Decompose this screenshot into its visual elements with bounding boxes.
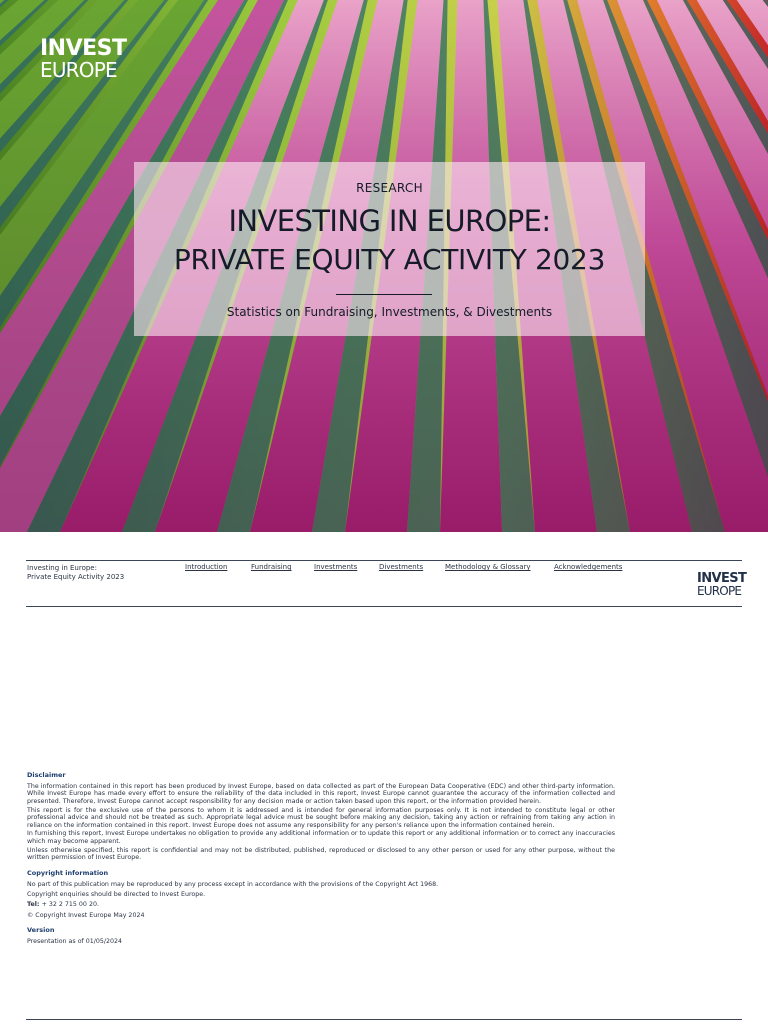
title-panel [134, 162, 645, 336]
nav-introduction[interactable]: Introduction [185, 563, 228, 571]
header-invest-europe-logo [697, 571, 746, 598]
nav-investments[interactable]: Investments [314, 563, 358, 571]
header-bottom-rule [26, 606, 742, 607]
disclaimer-paragraph: This report is for the exclusive use of the persons to whom it is addressed and is intended for general information purposes only. It is not intended to constitute legal or other professional advice and should not be treated as such. Appropriate legal advice must be sought before making any decision, taking any action or refraining from taking any action in reliance on the information contained in this report. Invest Europe does not assume any responsibility for any person's reliance upon the information contained herein. [27, 806, 615, 829]
copyright-line: Copyright enquiries should be directed to Invest Europe. [27, 890, 206, 898]
nav-methodology-glossary[interactable]: Methodology & Glossary [445, 563, 531, 571]
logo-line-1: INVEST [40, 36, 127, 61]
header-doc-title [27, 564, 124, 582]
telephone-label: Tel: [27, 901, 40, 909]
header-logo-line-2: EUROPE [697, 584, 742, 598]
header-doc-title-line-2: Private Equity Activity 2023 [27, 573, 125, 581]
copyright-heading: Copyright information [27, 868, 109, 877]
version-heading: Version [27, 926, 55, 935]
report-category: RESEARCH [356, 181, 423, 195]
telephone-number: + 32 2 715 00 20. [41, 901, 99, 909]
version-text: Presentation as of 01/05/2024 [27, 938, 123, 946]
logo-line-2: EUROPE [40, 58, 117, 82]
copyright-line: No part of this publication may be reproduced by any process except in accordance with the provisions of the Copyright Act 1968. [27, 880, 439, 888]
footer-rule [26, 1019, 742, 1020]
report-subtitle: Statistics on Fundraising, Investments, & Divestments [226, 305, 553, 319]
invest-europe-logo [40, 36, 127, 82]
header-top-rule [26, 560, 742, 561]
legal-section [27, 771, 615, 949]
header-doc-title-line-1: Investing in Europe: [27, 564, 97, 572]
nav-divestments[interactable]: Divestments [379, 563, 424, 571]
report-title-line-1: INVESTING IN EUROPE: [228, 204, 551, 238]
disclaimer-heading: Disclaimer [27, 771, 66, 779]
disclaimer-paragraph: Unless otherwise specified, this report is confidential and may not be distributed, published, reproduced or disclosed to any other person or used for any other purpose, without the written permission of Invest Europe. [27, 846, 615, 862]
nav-fundraising[interactable]: Fundraising [251, 563, 292, 571]
telephone-line [27, 901, 615, 908]
disclaimer-paragraph: In furnishing this report, Invest Europe undertakes no obligation to provide any additional information or to update this report or any additional information or to correct any inaccuracies which may become apparent. [27, 830, 615, 845]
report-title-line-2: PRIVATE EQUITY ACTIVITY 2023 [173, 243, 606, 276]
disclaimer-paragraph: The information contained in this report has been produced by Invest Europe, based on data collected as part of the European Data Cooperative (EDC) and other third-party information. While Invest Europe has made every effort to ensure the reliability of the data included in this report, Invest Europe cannot guarantee the accuracy of the information collected and presented. Therefore, Invest Europe cannot accept responsibility for any decision made or action taken based upon this report, or the information provided herein. [27, 783, 615, 805]
nav-acknowledgements[interactable]: Acknowledgements [554, 563, 623, 571]
header-logo-line-1: INVEST [697, 571, 747, 586]
title-divider [336, 294, 432, 295]
copyright-notice: © Copyright Invest Europe May 2024 [27, 911, 145, 919]
